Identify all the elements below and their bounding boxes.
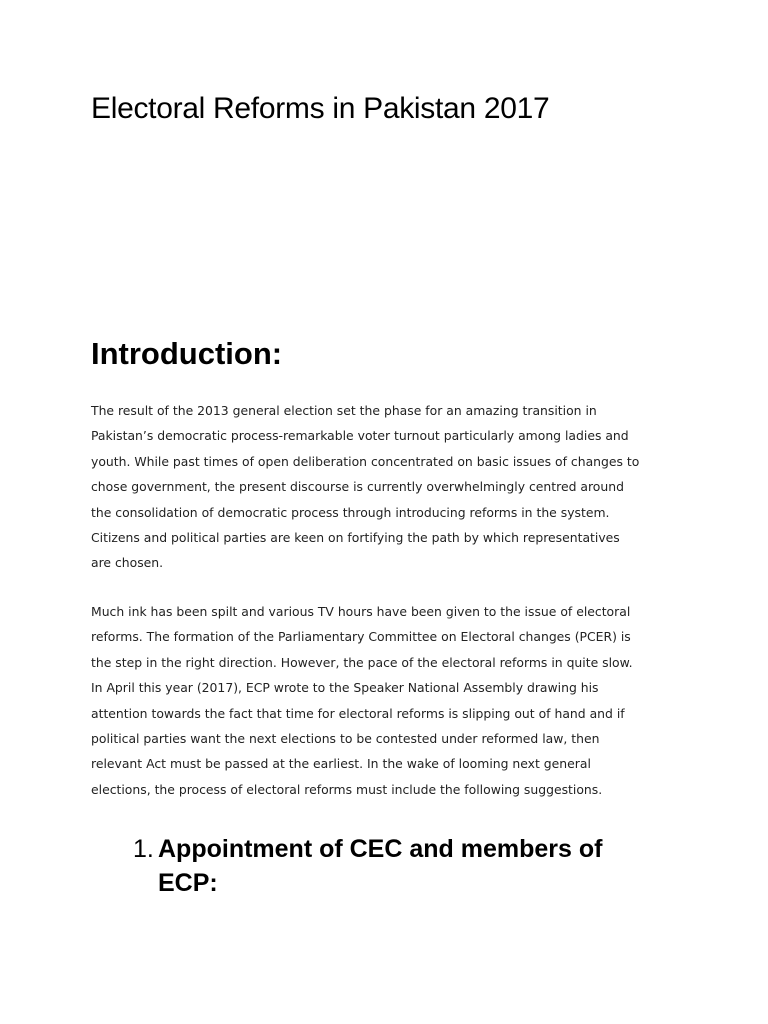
paragraph-line: Pakistan’s democratic process-remarkable voter turnout particularly among ladies and xyxy=(91,428,629,444)
paragraph-line: The result of the 2013 general election set the phase for an amazing transition in xyxy=(91,403,597,418)
list-item-text xyxy=(133,832,658,900)
paragraph-line: chose government, the present discourse is currently overwhelmingly centred around xyxy=(91,479,624,495)
introduction-heading: Introduction: xyxy=(91,336,283,371)
paragraph-line: attention towards the fact that time for electoral reforms is slipping out of hand and if xyxy=(91,705,625,721)
paragraph-line: the consolidation of democratic process through introducing reforms in the system. xyxy=(91,504,610,520)
paragraph-line: the step in the right direction. However, the pace of the electoral reforms in quite slow. xyxy=(91,654,633,670)
paragraph-line: reforms. The formation of the Parliamentary Committee on Electoral changes (PCER) is xyxy=(91,629,631,645)
paragraph-line: In April this year (2017), ECP wrote to the Speaker National Assembly drawing his xyxy=(91,680,599,696)
document-title: Electoral Reforms in Pakistan 2017 xyxy=(91,92,550,125)
paragraph-line: youth. While past times of open deliberation concentrated on basic issues of changes to xyxy=(91,453,640,469)
numbered-list-item-heading xyxy=(133,832,658,900)
list-item-line: Appointment of CEC and members of xyxy=(158,835,603,863)
paragraph-line: Much ink has been spilt and various TV hours have been given to the issue of electoral xyxy=(91,604,631,619)
paragraph-line: relevant Act must be passed at the earliest. In the wake of looming next general xyxy=(91,756,591,772)
paragraph-line: are chosen. xyxy=(91,555,164,571)
introduction-paragraph-2 xyxy=(91,599,691,802)
list-item-line: ECP: xyxy=(158,869,218,897)
introduction-paragraph-1 xyxy=(91,398,691,576)
paragraph-line: political parties want the next elections to be contested under reformed law, then xyxy=(91,731,600,747)
paragraph-line: Citizens and political parties are keen on fortifying the path by which representatives xyxy=(91,530,620,546)
paragraph-line: elections, the process of electoral reforms must include the following suggestions. xyxy=(91,781,603,797)
list-item-number: 1. xyxy=(133,835,154,863)
